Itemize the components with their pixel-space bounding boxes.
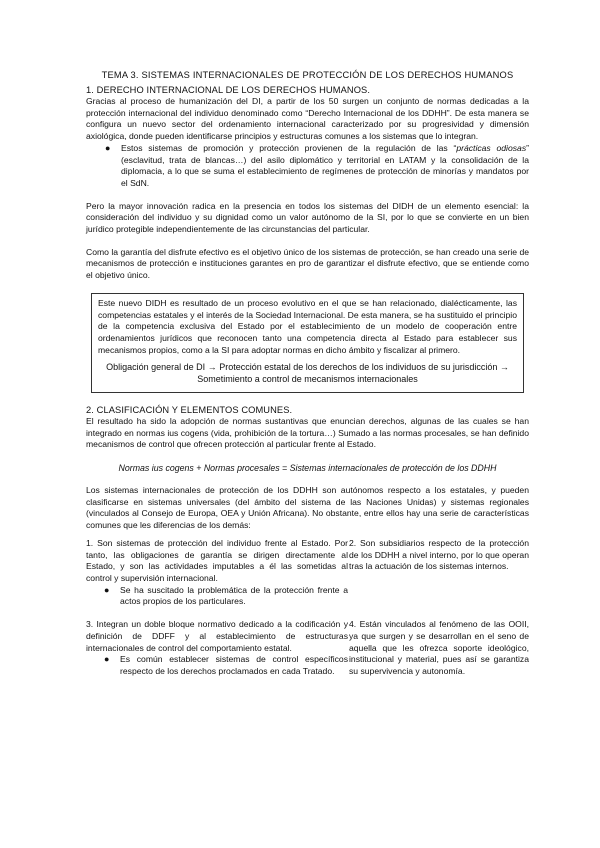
bullet-icon: ● <box>104 584 110 595</box>
highlight-box <box>91 293 524 393</box>
formula-line: Normas ius cogens + Normas procesales = Sistemas internacionales de protección de los DDHH <box>118 463 497 474</box>
bullet-text-italic: prácticas odiosas <box>456 142 527 153</box>
characteristic-2-text: 2. Son subsidiarios respecto de la protección de los DDHH a nivel interno, por lo que operan tras la actuación de los sistemas internos. <box>349 537 529 572</box>
section-1-paragraph-3: Como la garantía del disfrute efectivo es el objetivo único de los sistemas de protección, se han creado una serie de mecanismos de protección e instituciones garantes en pro de garantizar el disfrute efectivo, que se entiende como el objetivo único. <box>86 246 529 281</box>
bullet-text-start: Estos sistemas de promoción y protección provienen de la regulación de las “ <box>121 142 457 153</box>
section-2-heading: 2. CLASIFICACIÓN Y ELEMENTOS COMUNES. <box>86 404 293 415</box>
characteristics-row-1 <box>86 538 529 608</box>
section-1-intro: Gracias al proceso de humanización del DI, a partir de los 50 surgen un conjunto de normas dedicadas a la protección internacional del individuo denominado como “Derecho Internacional de los DDHH”. De esta manera se configura un nuevo sector del ordenamiento internacional caracterizado por su progresividad y dimensión axiológica, donde pueden identificarse principios y estructuras comunes a los sistemas que lo integran. <box>86 96 529 142</box>
characteristic-4 <box>349 619 529 678</box>
section-1-bullet-list <box>86 143 529 190</box>
characteristic-4-text: 4. Están vinculados al fenómeno de las OOII, ya que surgen y se desarrollan en el seno de aquella que les ofrezca soporte ideológico, institucional y material, pues así se garantiza su supervivencia y autonomía. <box>349 619 529 676</box>
characteristic-1-bullet <box>104 584 348 608</box>
section-1-paragraph-2: Pero la mayor innovación radica en la presencia en todos los sistemas del DIDH de un elemento esencial: la consideración del individuo y su dignidad como un valor autónomo de la SI, por lo que se convierte en un bien jurídico protegible independientemente de las circunstancias del particular. <box>86 200 529 235</box>
characteristic-1 <box>86 538 348 608</box>
bullet-icon: ● <box>105 142 111 153</box>
section-1-bullet <box>105 142 529 190</box>
box-summary: Obligación general de DI → Protección estatal de los derechos de los individuos de su jurisdicción → Sometimiento a control de mecanismos internacionales <box>106 362 509 385</box>
section-1-heading: 1. DERECHO INTERNACIONAL DE LOS DERECHOS HUMANOS. <box>86 85 371 95</box>
bullet-text-end: ” (esclavitud, trata de blancas…) del asilo diplomático y territorial en LATAM y la consolidación de la diplomacia, a lo que se suma el establecimiento de regímenes de protección de minorías y mandatos por el SdN. <box>121 142 529 188</box>
box-text: Este nuevo DIDH es resultado de un proceso evolutivo en el que se han relacionado, dialécticamente, las competencias estatales y el interés de la Sociedad Internacional. De esta manera, se ha sustituido el principio de la competencia exclusiva del Estado por el establecimiento de un modelo de cooperación entre ordenamientos jurídicos que reconocen tanto una competencia directa al Estado para establecer sus mecanismos propios, como a la SI para adoptar normas en dicho ámbito y fiscalizar al primero. <box>98 297 517 355</box>
characteristic-3 <box>86 619 348 678</box>
section-2-paragraph-2: Los sistemas internacionales de protección de los DDHH son autónomos respecto a los estatales, y pueden clasificarse en sistemas universales (del ámbito del sistema de las Naciones Unidas) y sistemas regionales (vinculados al Consejo de Europa, OEA y Unión Africana). No obstante, entre ellos hay una serie de características comunes que les diferencias de los demás: <box>86 485 529 531</box>
characteristics-row-2 <box>86 619 529 678</box>
characteristic-3-bullet <box>104 654 348 677</box>
characteristic-3-bullet-text: Es común establecer sistemas de control específicos respecto de los derechos proclamados en cada Tratado. <box>120 654 348 676</box>
bullet-icon: ● <box>104 654 110 665</box>
characteristic-1-bullet-text: Se ha suscitado la problemática de la protección frente a actos propios de los particulares. <box>120 584 348 607</box>
page-title: TEMA 3. SISTEMAS INTERNACIONALES DE PROTECCIÓN DE LOS DERECHOS HUMANOS <box>101 70 514 80</box>
section-2-intro: El resultado ha sido la adopción de normas sustantivas que enuncian derechos, algunas de las cuales se han integrado en normas ius cogens (vida, prohibición de la tortura…) Sumado a las normas procesales, se han definido mecanismos de control que ofrecen protección al particular frente al Estado. <box>86 415 529 450</box>
characteristic-3-text: 3. Integran un doble bloque normativo dedicado a la codificación y definición de DDFF y al establecimiento de estructuras internacionales de control del comportamiento estatal. <box>86 619 348 653</box>
characteristic-1-text: 1. Son sistemas de protección del individuo frente al Estado. Por tanto, las obligaciones de garantía se dirigen directamente al Estado, y son las actividades imputables a él las sometidas al control y supervisión internacional. <box>86 537 348 583</box>
characteristic-2 <box>349 538 529 608</box>
